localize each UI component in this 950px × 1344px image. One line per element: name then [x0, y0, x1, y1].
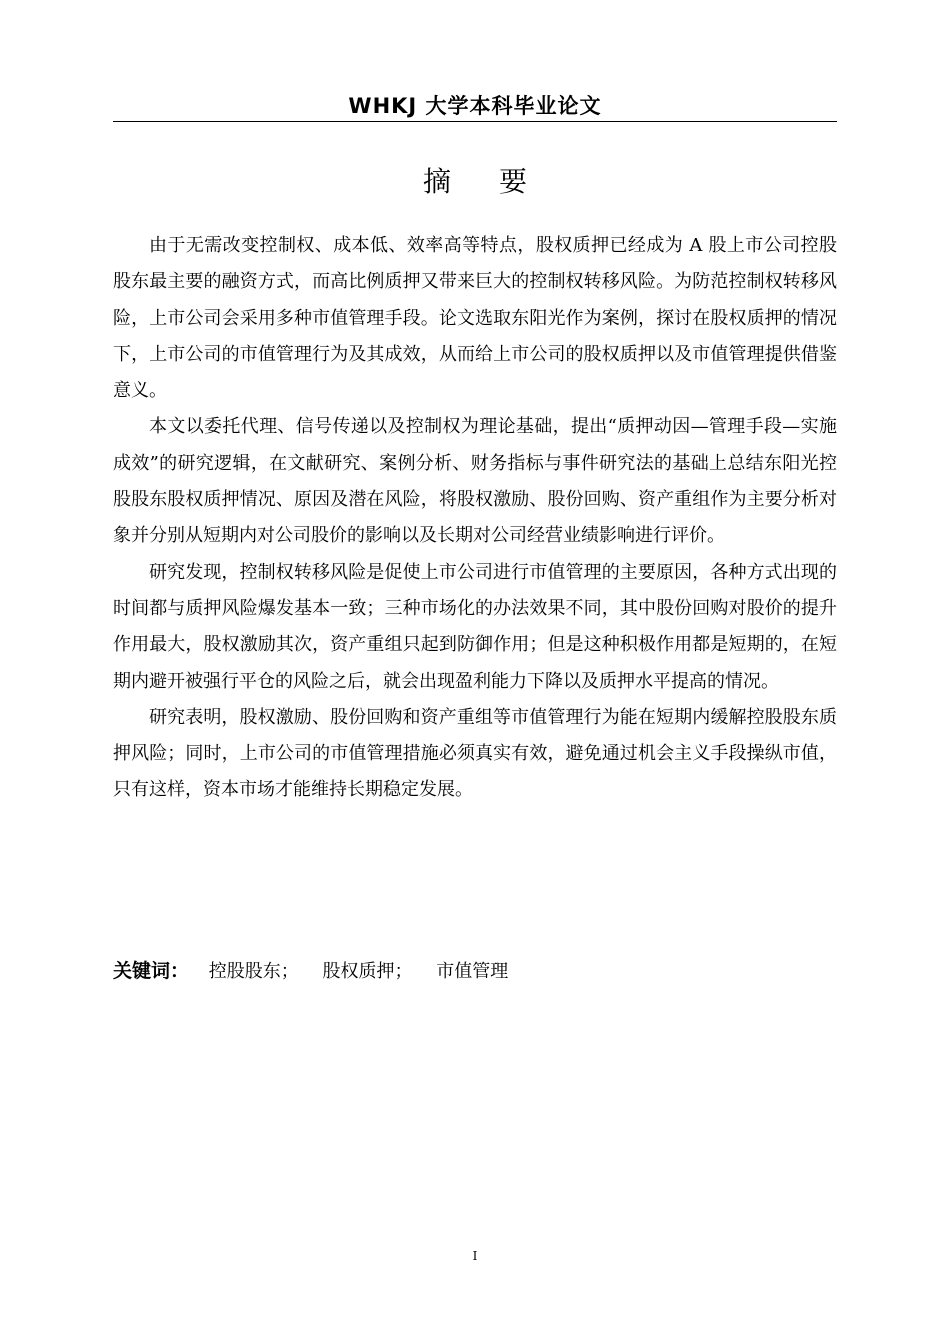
abstract-paragraph-4: 研究表明，股权激励、股份回购和资产重组等市值管理行为能在短期内缓解控股股东质押风险；同时，上市公司的市值管理措施必须真实有效，避免通过机会主义手段操纵市值，只有这样，资本市场才能维持长期稳定发展。 — [113, 706, 837, 801]
keyword-item: 市值管理 — [436, 961, 509, 982]
keywords-line — [113, 955, 837, 988]
keywords-label: 关键词： — [113, 960, 190, 982]
abstract-paragraph-1: 由于无需改变控制权、成本低、效率高等特点，股权质押已经成为 A 股上市公司控股股东最主要的融资方式，而高比例质押又带来巨大的控制权转移风险。为防范控制权转移风险，上市公司会采用多种市值管理手段。论文选取东阳光作为案例，探讨在股权质押的情况下，上市公司的市值管理行为及其成效，从而给上市公司的股权质押以及市值管理提供借鉴意义。 — [113, 235, 837, 402]
keyword-item: 股权质押； — [322, 961, 413, 982]
header-rule — [113, 121, 837, 122]
abstract-body — [113, 228, 837, 809]
keyword-item: 控股股东； — [208, 961, 299, 982]
abstract-paragraph-2: 本文以委托代理、信号传递以及控制权为理论基础，提出“质押动因—管理手段—实施成效”的研究逻辑，在文献研究、案例分析、财务指标与事件研究法的基础上总结东阳光控股股东股权质押情况、原因及潜在风险，将股权激励、股份回购、资产重组作为主要分析对象并分别从短期内对公司股价的影响以及长期对公司经营业绩影响进行评价。 — [113, 416, 837, 547]
abstract-title: 摘要 — [422, 165, 575, 198]
running-header: WHKJ 大学本科毕业论文 — [348, 94, 602, 118]
abstract-paragraph-3: 研究发现，控制权转移风险是促使上市公司进行市值管理的主要原因，各种方式出现的时间都与质押风险爆发基本一致；三种市场化的办法效果不同，其中股份回购对股价的提升作用最大，股权激励其次，资产重组只起到防御作用；但是这种积极作用都是短期的，在短期内避开被强行平仓的风险之后，就会出现盈利能力下降以及质押水平提高的情况。 — [113, 561, 837, 692]
page-number: I — [472, 1249, 478, 1263]
